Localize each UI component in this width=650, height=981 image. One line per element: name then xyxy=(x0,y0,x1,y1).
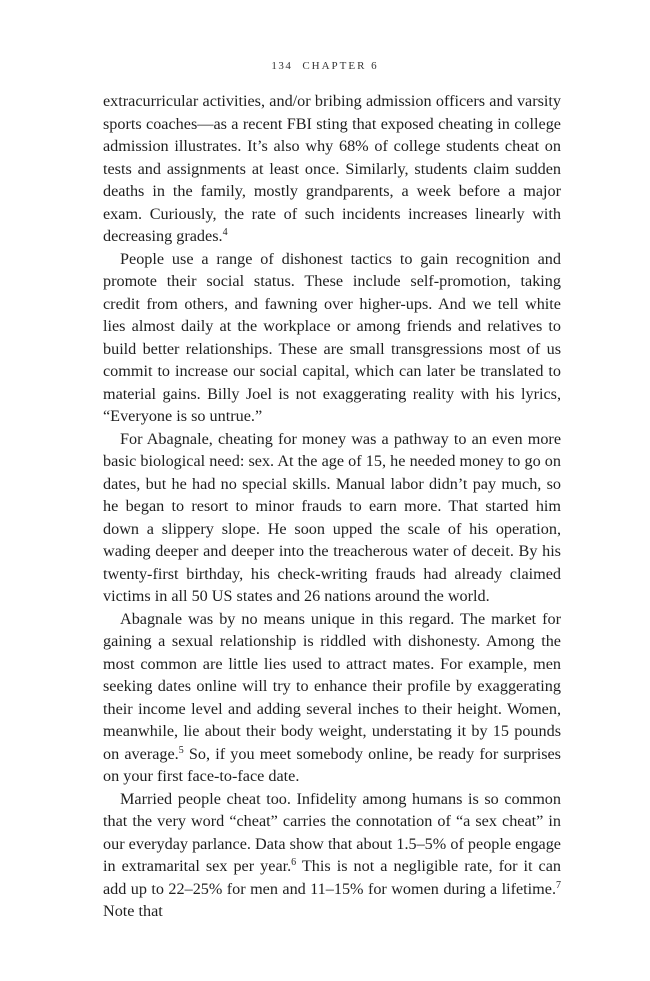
paragraph-text: extracurricular activities, and/or bribing admission officers and varsity sports coaches—as a recent FBI sting that exposed cheating in college admission illustrates. It’s also why 68% of college students cheat on tests and assignments at least once. Similarly, students claim sudden deaths in the family, mostly grandparents, a week before a major exam. Curiously, the rate of such incidents increases linearly with decreasing grades. xyxy=(103,92,561,245)
paragraph-text: Married people cheat too. Infidelity among humans is so common that the very word “cheat” carries the connotation of “a sex cheat” in our everyday parlance. Data show that about 1.5–5% of people engage in extramarital sex per year. xyxy=(103,789,561,875)
paragraph-text: Abagnale was by no means unique in this regard. The market for gaining a sexual relationship is riddled with dishonesty. Among the most common are little lies used to attract mates. For example, men seeking dates online will try to enhance their profile by exaggerating their income level and adding several inches to their height. Women, meanwhile, lie about their body weight, understating it by 15 pounds on average. xyxy=(103,609,561,763)
paragraph-text: People use a range of dishonest tactics to gain recognition and promote their social status. These include self-promotion, taking credit from others, and fawning over higher-ups. And we tell white lies almost daily at the workplace or among friends and relatives to build better relationships. These are small transgressions most of us commit to increase our social capital, which can later be translated to material gains. Billy Joel is not exaggerating reality with his lyrics, “Everyone is so untrue.” xyxy=(103,249,561,425)
footnote-ref-7[interactable]: 7 xyxy=(556,879,561,891)
paragraph-3 xyxy=(103,428,561,608)
paragraph-text-tail: So, if you meet somebody online, be ready for surprises on your first face-to-face date. xyxy=(103,744,561,785)
page-number: 134 xyxy=(271,60,293,72)
paragraph-4 xyxy=(103,608,561,788)
footnote-ref-5[interactable]: 5 xyxy=(178,744,184,756)
chapter-label: CHAPTER 6 xyxy=(302,60,379,72)
paragraph-2 xyxy=(103,248,561,428)
body-text xyxy=(103,90,561,923)
footnote-ref-6[interactable]: 6 xyxy=(291,857,297,868)
paragraph-1 xyxy=(103,90,561,248)
paragraph-text-tail: Note that xyxy=(103,902,163,920)
running-head xyxy=(0,60,650,72)
paragraph-5 xyxy=(103,788,561,923)
paragraph-text-tail: This is not a negligible rate, for it can add up to 22–25% for men and 11–15% for women during a lifetime. xyxy=(103,857,561,898)
paragraph-text: For Abagnale, cheating for money was a pathway to an even more basic biological need: sex. At the age of 15, he needed money to go on dates, but he had no special skills. Manual labor didn’t pay much, so he began to resort to minor frauds to earn more. That started him down a slippery slope. He soon upped the scale of his operation, wading deeper and deeper into the treacherous water of deceit. By his twenty-first birthday, his check-writing frauds had already claimed victims in all 50 US states and 26 nations around the world. xyxy=(103,429,561,605)
footnote-ref-4[interactable]: 4 xyxy=(222,227,228,238)
